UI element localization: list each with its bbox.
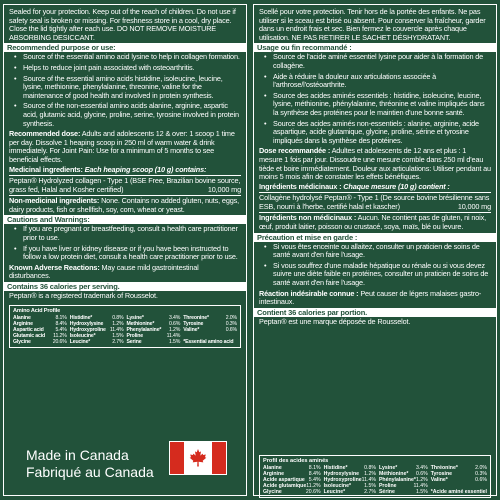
flag-red-band bbox=[212, 442, 226, 474]
amino-value: 11.4% bbox=[413, 483, 428, 489]
nonmedicinal-paragraph-fr bbox=[259, 214, 491, 231]
amino-cell bbox=[263, 489, 321, 495]
amino-cell bbox=[431, 489, 487, 495]
amino-value: 11.4% bbox=[166, 332, 181, 339]
amino-name: Proline bbox=[126, 332, 144, 339]
amino-value: 8.4% bbox=[308, 471, 321, 477]
list-item: • Source of the non-essential amino acids alanine, arginine, aspartic acid, glutamic acid, glycine, proline, serine, tyrosine involved in protein synthesis. bbox=[9, 102, 241, 128]
list-item: • Helps to reduce joint pain associated with osteoarthritis. bbox=[9, 64, 241, 73]
amino-name: Histidine* bbox=[69, 314, 93, 321]
intro-text-fr bbox=[259, 8, 491, 42]
flag-red-band bbox=[170, 442, 184, 474]
english-label-panel bbox=[3, 4, 247, 496]
adverse-label-fr: Réaction indésirable connue : bbox=[259, 288, 359, 298]
trademark-text: Peptan® is a registered trademark of Rousselot. bbox=[9, 291, 158, 301]
amino-value: 11.2% bbox=[306, 483, 321, 489]
amino-value: 1.5% bbox=[415, 489, 428, 495]
amino-value: 1.2% bbox=[169, 326, 181, 333]
amino-value: 5.4% bbox=[308, 477, 321, 483]
made-in-canada-fr: Fabriqué au Canada bbox=[26, 464, 154, 480]
medicinal-ingredient-fr bbox=[259, 194, 491, 211]
amino-name: Valine* bbox=[430, 477, 448, 483]
amino-grid bbox=[13, 315, 237, 345]
amino-name: Hydroxyproline bbox=[323, 477, 362, 483]
amino-name: Leucine* bbox=[69, 338, 91, 345]
amino-value: 8.4% bbox=[55, 320, 67, 327]
amino-cell bbox=[13, 339, 67, 345]
made-in-canada bbox=[26, 447, 154, 481]
amino-value: 2.0% bbox=[225, 314, 237, 321]
list-item: • Source of the essential amino acid lysine to help in collagen formation. bbox=[9, 53, 241, 62]
amino-value: 1.2% bbox=[415, 477, 428, 483]
medicinal-paragraph bbox=[9, 166, 241, 175]
list-item: • If you have liver or kidney disease or if you have been instructed to follow a low protein diet, consult a health care practitioner prior to use. bbox=[9, 245, 241, 262]
amino-value: 0.3% bbox=[475, 471, 487, 477]
amino-name: Lysine* bbox=[378, 465, 398, 471]
amino-value: 2.0% bbox=[475, 465, 487, 471]
adverse-paragraph-fr bbox=[259, 290, 491, 307]
recommended-use-bar-fr: Usage ou fin recommandé : bbox=[254, 43, 496, 52]
precaution-bar-fr: Précaution et mise en garde : bbox=[254, 233, 496, 242]
amino-value: 8.1% bbox=[308, 465, 321, 471]
medicinal-ingredient-name-fr: Collagène hydrolysé Peptan® - Type 1 (De source bovine brésilienne sans ESB, nourri à l'herbe, certifié halal et kascher) bbox=[259, 193, 490, 211]
amino-name: Lysine* bbox=[126, 314, 144, 321]
amino-name: Alanine bbox=[263, 465, 282, 471]
amino-acid-profile-fr bbox=[259, 455, 491, 498]
amino-name: Proline bbox=[378, 483, 397, 489]
amino-name: Phenylalanine* bbox=[126, 326, 162, 333]
amino-name: Thréonine* bbox=[430, 465, 458, 471]
amino-value: 2.7% bbox=[364, 489, 376, 495]
uses-list-fr bbox=[259, 53, 491, 145]
amino-grid-fr bbox=[263, 465, 487, 495]
amino-name: Hydroxylysine bbox=[69, 320, 104, 327]
calories-bar-fr: Contient 36 calories par portion. bbox=[254, 308, 496, 317]
dose-label: Recommended dose: bbox=[9, 129, 81, 139]
intro-caps: DO NOT REMOVE MOISTURE ABSORBING DESICCANT. bbox=[9, 24, 217, 42]
medicinal-serving: Each heaping scoop (10 g) contains: bbox=[84, 164, 207, 174]
adverse-text: May cause mild gastrointestinal disturbances. bbox=[9, 262, 199, 281]
amino-value: 3.4% bbox=[415, 465, 428, 471]
list-item: • If you are pregnant or breastfeeding, consult a health care practitioner prior to use. bbox=[9, 225, 241, 242]
uses-list bbox=[9, 53, 241, 128]
amino-cell bbox=[379, 489, 428, 495]
list-item: • Source de l'acide aminé essentiel lysine pour aider à la formation de collagène. bbox=[259, 53, 491, 70]
amino-name: Arginine bbox=[13, 320, 33, 327]
amino-name: Glutamic acid bbox=[13, 332, 46, 339]
maple-leaf-icon bbox=[188, 448, 208, 468]
amino-name: *Acide aminé essentiel bbox=[430, 489, 487, 495]
cautions-list bbox=[9, 225, 241, 261]
list-item: • Aide à réduire la douleur aux articulations associée à l'arthrose/l'ostéoarthrite. bbox=[259, 73, 491, 90]
made-in-canada-en: Made in Canada bbox=[26, 447, 129, 463]
amino-value: 0.6% bbox=[169, 320, 181, 327]
amino-value: 8.1% bbox=[55, 314, 67, 321]
amino-value: 0.6% bbox=[475, 477, 487, 483]
cautions-list-fr bbox=[259, 243, 491, 288]
medicinal-paragraph-fr bbox=[259, 183, 491, 192]
amino-name: Isoleucine* bbox=[69, 332, 96, 339]
medicinal-serving-fr: Chaque mesure (10 g) contient : bbox=[343, 181, 450, 191]
dose-label-fr: Dose recommandée : bbox=[259, 146, 331, 156]
adverse-text-fr: Peut causer de légers malaises gastro-intestinaux. bbox=[259, 288, 482, 307]
nonmedicinal-text-fr: Aucun. Ne contient pas de gluten, ni noix, œuf, produit laitier, poisson ou crustacé, soya, maïs, blé ou levure. bbox=[259, 213, 487, 232]
amino-name: Tyrosine bbox=[430, 471, 453, 477]
amino-profile-title: Amino Acid Profile bbox=[13, 307, 61, 314]
medicinal-amount: 10,000 mg bbox=[207, 184, 241, 194]
amino-value: 1.5% bbox=[169, 338, 181, 345]
dose-paragraph bbox=[9, 130, 241, 164]
amino-value: 20.6% bbox=[52, 338, 67, 345]
medicinal-label: Medicinal ingredients: bbox=[9, 164, 83, 174]
amino-cell bbox=[70, 339, 124, 345]
amino-cell bbox=[127, 339, 181, 345]
nonmedicinal-label: Non-medicinal ingredients: bbox=[9, 196, 100, 206]
amino-name: Methionine* bbox=[126, 320, 155, 327]
amino-value: 0.3% bbox=[225, 320, 237, 327]
amino-value: 0.8% bbox=[364, 465, 376, 471]
french-label-panel bbox=[253, 4, 497, 496]
intro-sentence: Sealed for your protection. Keep out of the reach of children. Do not use if safety seal is broken or missing. For freshness store in a cool, dry place. Close the lid tightly after each use. bbox=[9, 7, 236, 34]
nonmedicinal-label-fr: Ingrédients non médicinaux : bbox=[259, 213, 357, 223]
amino-name: Isoleucine* bbox=[323, 483, 351, 489]
amino-profile-title-fr: Profil des acides aminés bbox=[263, 458, 329, 464]
cautions-bar: Cautions and Warnings: bbox=[4, 215, 246, 224]
amino-value: 11.4% bbox=[109, 326, 124, 333]
amino-name: Tyrosine bbox=[183, 320, 204, 327]
intro-sentence-fr: Scellé pour votre protection. Tenir hors de la portée des enfants. Ne pas utiliser si le sceau est brisé ou absent. Pour conserver la fraîcheur, garder dans un endroit frais et sec. Bien fermez le couvercle après chaque utilisation. bbox=[259, 7, 486, 42]
adverse-label: Known Adverse Reactions: bbox=[9, 262, 100, 272]
amino-value: 11.4% bbox=[361, 477, 376, 483]
amino-cell bbox=[324, 489, 376, 495]
amino-name: Glycine bbox=[13, 338, 31, 345]
amino-name: Alanine bbox=[13, 314, 31, 321]
amino-name: Hydroxylysine bbox=[323, 471, 360, 477]
nonmedicinal-text: None. Contains no added gluten, nuts, eggs, dairy products, fish or shellfish, soy, corn, wheat or yeast. bbox=[9, 196, 240, 214]
nonmedicinal-paragraph bbox=[9, 197, 241, 214]
amino-name: Sérine bbox=[378, 489, 395, 495]
amino-value: 0.6% bbox=[225, 326, 237, 333]
trademark-text-fr: Peptan® est une marque déposée de Rousselot. bbox=[259, 316, 411, 326]
intro-caps-fr: NE PAS RETIRER LE SACHET DÉSHYDRATANT. bbox=[291, 32, 451, 42]
medicinal-ingredient bbox=[9, 177, 241, 194]
amino-value: 0.8% bbox=[112, 314, 124, 321]
medicinal-label-fr: Ingrédients médicinaux : bbox=[259, 181, 342, 191]
amino-value: 11.2% bbox=[53, 332, 67, 339]
list-item: • Source of the essential amino acids histidine, isoleucine, leucine, lysine, methionine, phenylalanine, threonine, valine for the maintenance of good health and involved in protein synthesis. bbox=[9, 75, 241, 101]
medicinal-ingredient-name: Peptan® Hydrolyzed collagen - Type 1 (BSE Free, Brazilian bovine source, grass fed, Halal and Kosher certified) bbox=[9, 176, 241, 194]
amino-name: Hydroxyproline bbox=[69, 326, 106, 333]
amino-name: Serine bbox=[126, 338, 142, 345]
amino-value: 1.2% bbox=[112, 320, 124, 327]
amino-name: Valine* bbox=[183, 326, 200, 333]
calories-bar: Contains 36 calories per serving. bbox=[4, 282, 246, 291]
amino-value: 3.4% bbox=[169, 314, 181, 321]
amino-name: Aspartic acid bbox=[13, 326, 44, 333]
amino-name: Phénylalanine* bbox=[378, 477, 416, 483]
recommended-use-bar: Recommended purpose or use: bbox=[4, 43, 246, 52]
list-item: • Si vous êtes enceinte ou allaitez, consulter un praticien de soins de santé avant d'en faire l'usage. bbox=[259, 243, 491, 260]
dose-paragraph-fr bbox=[259, 147, 491, 181]
list-item: • Source des acides aminés non-essentiels : alanine, arginine, acide aspartique, acide glutamique, glycine, proline, sérine et tyrosine impliqués dans la synthèse des protéines. bbox=[259, 120, 491, 146]
amino-name: Leucine* bbox=[323, 489, 346, 495]
dose-text-fr: Adultes et adolescents de 12 ans et plus : 1 mesure 1 fois par jour. Dissoudre une mesure comble dans 250 ml d'eau tiède et boire immédiatement. Douleur aux articulations: Utiliser pendant au moins 5 mois afin de constater les effets bénéfiques. bbox=[259, 146, 491, 182]
amino-value: 1.5% bbox=[364, 483, 376, 489]
amino-name: Acide aspartique bbox=[263, 477, 305, 483]
amino-acid-profile bbox=[9, 305, 241, 348]
amino-value: 2.7% bbox=[112, 338, 124, 345]
amino-value: 20.6% bbox=[305, 489, 321, 495]
amino-cell bbox=[183, 339, 237, 345]
amino-name: Méthionine* bbox=[378, 471, 409, 477]
list-item: • Source des acides aminés essentiels : histidine, isoleucine, leucine, lysine, méthionine, phénylalanine, thréonine et valine impliqués dans la synthèse des protéines pour le maintien d'une bonne santé. bbox=[259, 92, 491, 118]
amino-value: 5.4% bbox=[55, 326, 67, 333]
medicinal-amount-fr: 10,000 mg bbox=[457, 201, 491, 211]
dose-text: Adults and adolescents 12 & over: 1 scoop 1 time per day. Dissolve 1 heaping scoop in 250 ml of warm water & drink immediately. For Joint Pain: Use for a minimum of 5 months to see beneficial effects. bbox=[9, 129, 235, 164]
list-item: • Si vous souffrez d'une maladie hépatique ou rénale ou si vous devez suivre une diète faible en protéines, consulter un praticien de soins de santé avant d'en faire l'usage. bbox=[259, 262, 491, 288]
amino-name: Acide glutamique bbox=[263, 483, 307, 489]
amino-value: 1.2% bbox=[364, 471, 376, 477]
amino-name: Threonine* bbox=[183, 314, 209, 321]
amino-value: 1.5% bbox=[112, 332, 124, 339]
intro-text bbox=[9, 8, 241, 42]
amino-value: 0.6% bbox=[415, 471, 428, 477]
canada-flag-icon bbox=[169, 441, 227, 475]
amino-name: Glycine bbox=[263, 489, 282, 495]
flag-white-band bbox=[184, 442, 212, 474]
amino-name: Arginine bbox=[263, 471, 285, 477]
amino-name: *Essential amino acid bbox=[183, 338, 234, 345]
adverse-paragraph bbox=[9, 264, 241, 281]
amino-name: Histidine* bbox=[323, 465, 348, 471]
